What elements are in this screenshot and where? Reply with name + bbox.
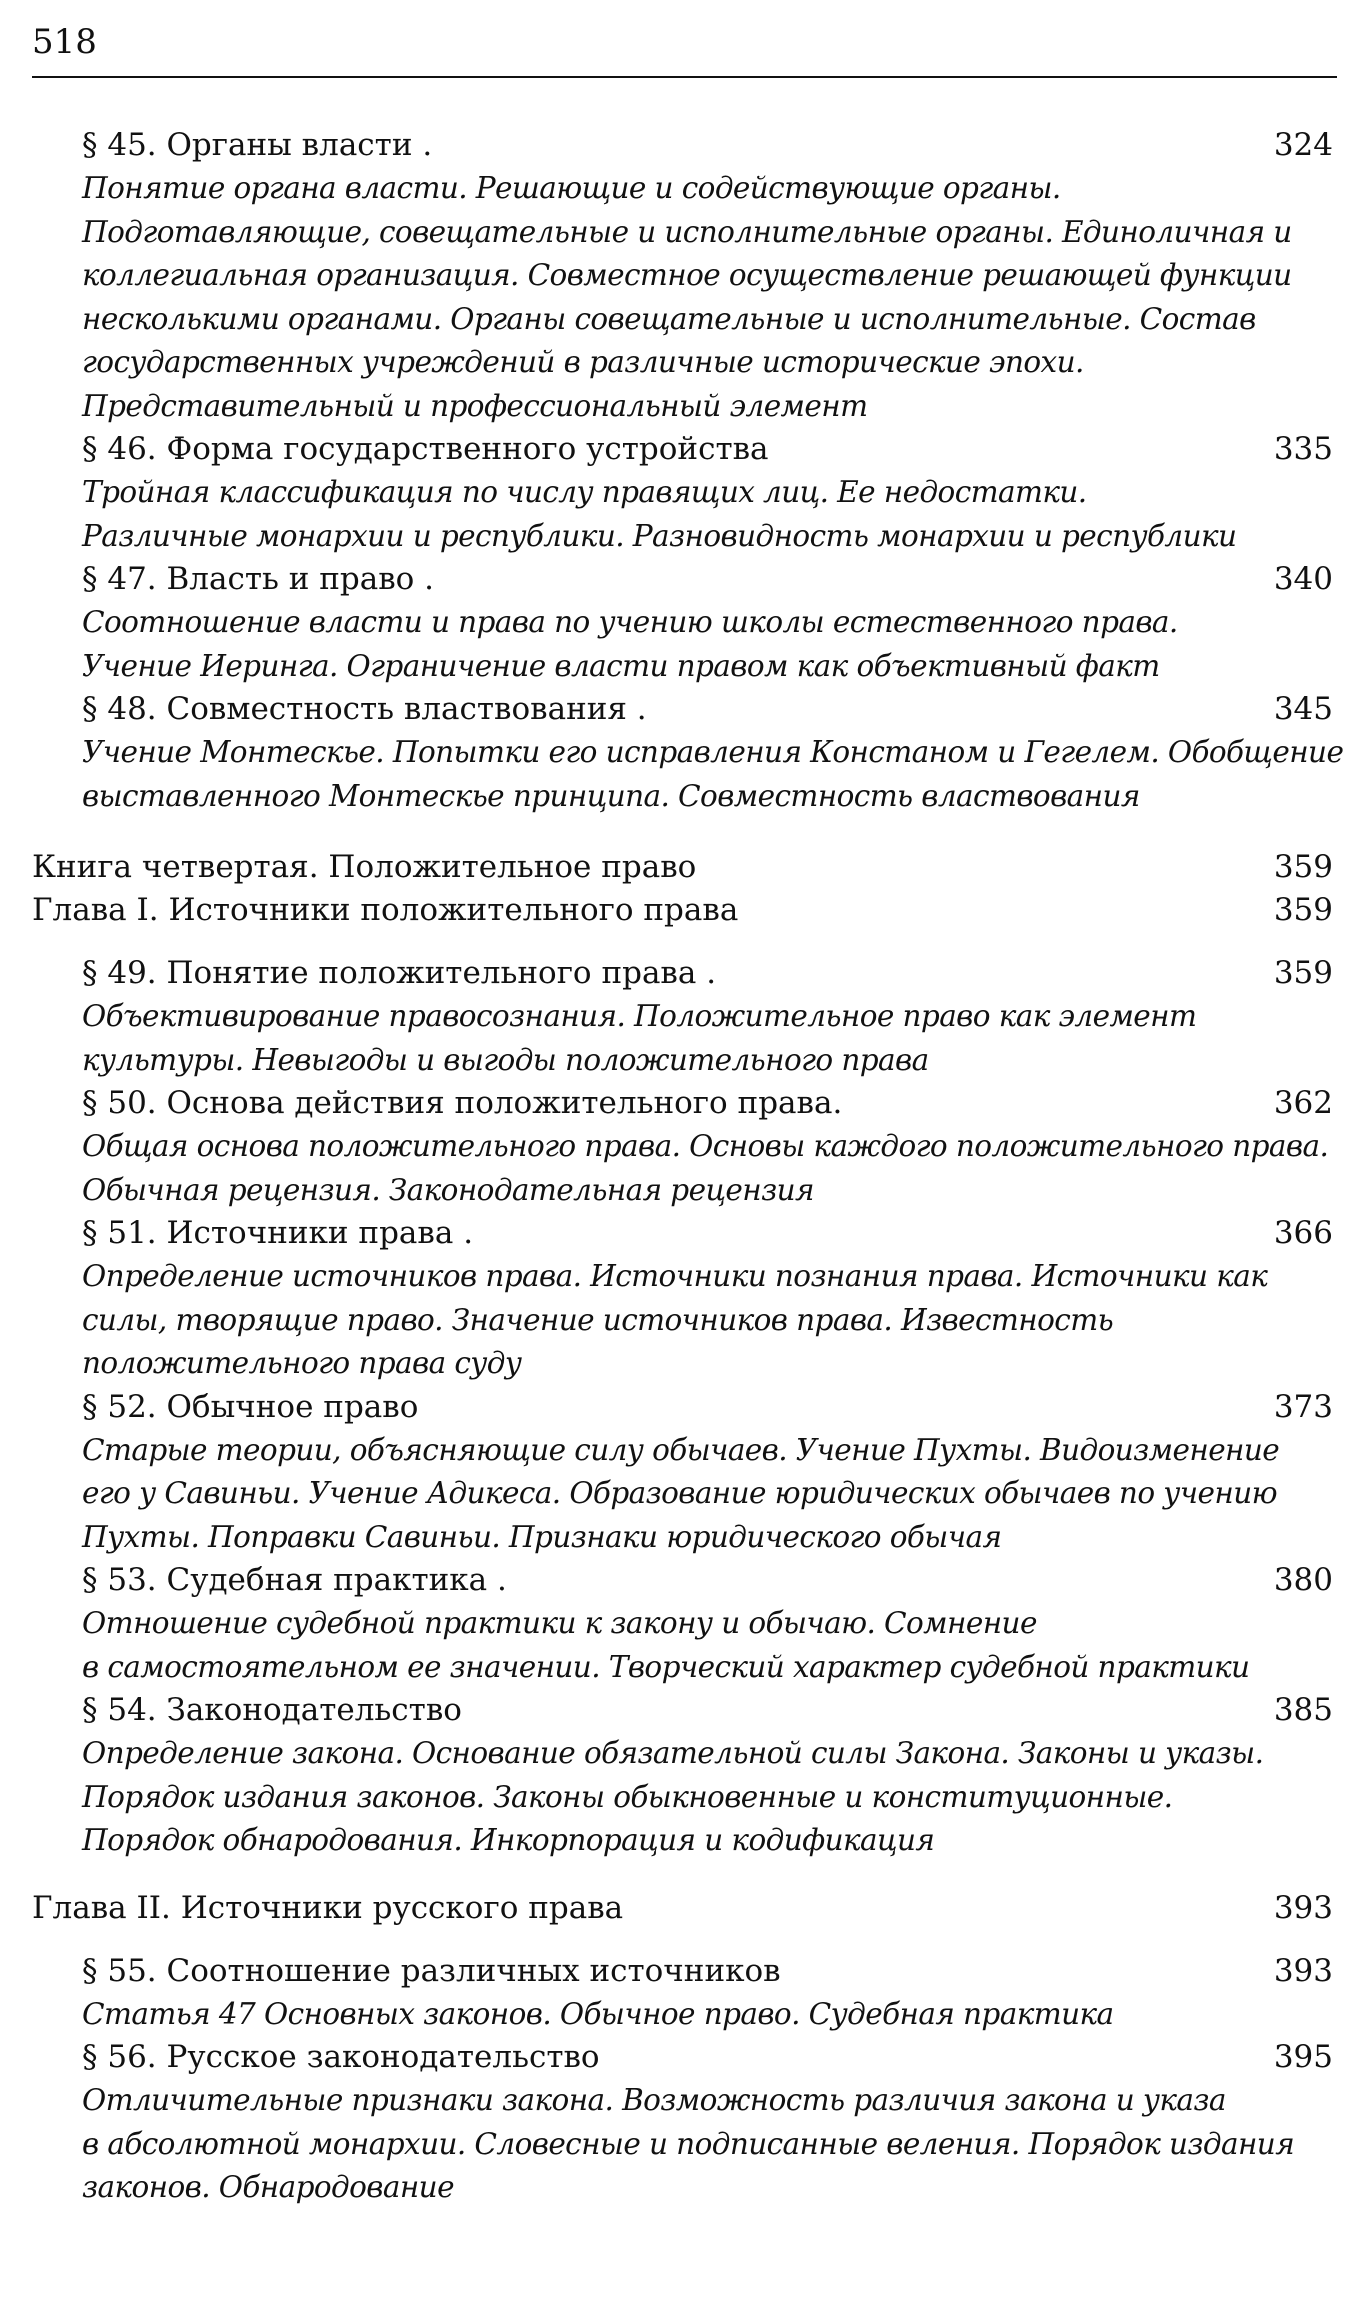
toc-entry-s45 xyxy=(0,124,1369,167)
entry-page: 373 xyxy=(1273,1388,1333,1425)
description-line: Тройная классификация по числу правящих лиц. Ее недостатки. xyxy=(82,475,1087,509)
entry-page: 335 xyxy=(1273,431,1333,467)
description-line: Порядок издания законов. Законы обыкновенные и конституционные. xyxy=(82,1779,1173,1814)
description-line: Общая основа положительного права. Основы каждого положительного права. xyxy=(82,1129,1329,1163)
entry-description-s56 xyxy=(0,2079,1369,2210)
header-rule xyxy=(32,76,1337,78)
toc-entry-s48 xyxy=(0,688,1369,731)
entry-page: 362 xyxy=(1273,1085,1333,1121)
description-line: в самостоятельном ее значении. Творческий характер судебной практики xyxy=(82,1649,1250,1684)
entry-title: § 55. Соотношение различных источников xyxy=(82,1952,781,1989)
entry-description-s50 xyxy=(0,1125,1369,1212)
entry-description-s49 xyxy=(0,995,1369,1082)
entry-page: 324 xyxy=(1273,127,1333,163)
entry-page: 366 xyxy=(1273,1215,1333,1251)
entry-title: § 46. Форма государственного устройства xyxy=(82,431,769,467)
entry-title: § 49. Понятие положительного права . xyxy=(82,955,717,991)
description-line: Различные монархии и республики. Разновидность монархии и республики xyxy=(82,518,1237,553)
chapter-page: 359 xyxy=(1273,892,1333,928)
toc-entry-s55 xyxy=(0,1950,1369,1993)
entry-description-s53 xyxy=(0,1602,1369,1689)
toc-entry-s52 xyxy=(0,1386,1369,1429)
entry-title: § 53. Судебная практика . xyxy=(82,1562,507,1598)
entry-title: § 47. Власть и право . xyxy=(82,561,435,597)
book-page: 359 xyxy=(1273,849,1333,885)
chapter-title: Глава II. Источники русского права xyxy=(32,1889,624,1926)
toc-entry-s56 xyxy=(0,2036,1369,2079)
entry-title: § 54. Законодательство xyxy=(82,1692,462,1728)
entry-description-s55 xyxy=(0,1993,1369,2037)
description-line: культуры. Невыгоды и выгоды положительного права xyxy=(82,1042,929,1077)
entry-page: 380 xyxy=(1273,1562,1333,1598)
entry-description-s45 xyxy=(0,167,1369,428)
description-line: Учение Иеринга. Ограничение власти правом как объективный факт xyxy=(82,648,1160,683)
entry-page: 393 xyxy=(1273,1952,1333,1989)
spacer xyxy=(0,818,1369,846)
description-line: государственных учреждений в различные исторические эпохи. xyxy=(82,345,1084,379)
description-line: коллегиальная организация. Совместное осуществление решающей функции xyxy=(82,258,1292,292)
book-title: Книга четвертая. Положительное право xyxy=(32,849,697,885)
toc-entry-s49 xyxy=(0,952,1369,995)
toc-entry-s47 xyxy=(0,558,1369,601)
entry-page: 340 xyxy=(1273,561,1333,597)
description-line: Определение закона. Основание обязательной силы Закона. Законы и указы. xyxy=(82,1736,1264,1770)
description-line: Определение источников права. Источники познания права. Источники как xyxy=(82,1259,1268,1293)
entry-title: § 50. Основа действия положительного права. xyxy=(82,1085,843,1121)
description-line: Обычная рецензия. Законодательная рецензия xyxy=(82,1172,814,1207)
description-line: Статья 47 Основных законов. Обычное право. Судебная практика xyxy=(82,1996,1114,2031)
entry-page: 359 xyxy=(1273,955,1333,991)
entry-description-s48 xyxy=(0,731,1369,818)
description-line: Пухты. Поправки Савиньи. Признаки юридического обычая xyxy=(82,1519,1002,1554)
description-line: несколькими органами. Органы совещательные и исполнительные. Состав xyxy=(82,301,1256,336)
page-number: 518 xyxy=(32,22,97,62)
spacer xyxy=(0,932,1369,952)
table-of-contents xyxy=(0,124,1369,2210)
entry-title: § 48. Совместность властвования . xyxy=(82,691,647,727)
description-line: в абсолютной монархии. Словесные и подписанные веления. Порядок издания xyxy=(82,2126,1295,2161)
entry-page: 395 xyxy=(1273,2039,1333,2075)
entry-description-s54 xyxy=(0,1732,1369,1863)
toc-chapter-1 xyxy=(0,889,1369,932)
description-line: выставленного Монтескье принципа. Совместность властвования xyxy=(82,778,1140,813)
toc-entry-s54 xyxy=(0,1689,1369,1732)
description-line: Учение Монтескье. Попытки его исправления Констаном и Гегелем. Обобщение xyxy=(82,735,1344,769)
entry-page: 385 xyxy=(1273,1692,1333,1728)
entry-description-s52 xyxy=(0,1429,1369,1560)
toc-entry-s53 xyxy=(0,1559,1369,1602)
entry-title: § 51. Источники права . xyxy=(82,1215,474,1251)
description-line: положительного права суду xyxy=(82,1346,522,1380)
entry-description-s51 xyxy=(0,1255,1369,1386)
description-line: Отношение судебной практики к закону и обычаю. Сомнение xyxy=(82,1606,1037,1640)
description-line: законов. Обнародование xyxy=(82,2170,454,2204)
description-line: силы, творящие право. Значение источников права. Известность xyxy=(82,1302,1114,1337)
toc-entry-s46 xyxy=(0,428,1369,471)
entry-page: 345 xyxy=(1273,691,1333,727)
chapter-page: 393 xyxy=(1273,1889,1333,1926)
entry-description-s46 xyxy=(0,471,1369,558)
spacer xyxy=(0,1863,1369,1887)
description-line: Соотношение власти и права по учению школы естественного права. xyxy=(82,605,1178,639)
description-line: Подготавляющие, совещательные и исполнительные органы. Единоличная и xyxy=(82,214,1292,249)
description-line: Отличительные признаки закона. Возможность различия закона и указа xyxy=(82,2083,1226,2117)
entry-title: § 56. Русское законодательство xyxy=(82,2039,600,2075)
toc-entry-s50 xyxy=(0,1082,1369,1125)
toc-book-4 xyxy=(0,846,1369,889)
chapter-title: Глава I. Источники положительного права xyxy=(32,892,739,928)
description-line: Старые теории, объясняющие силу обычаев. Учение Пухты. Видоизменение xyxy=(82,1432,1280,1467)
description-line: Объективирование правосознания. Положительное право как элемент xyxy=(82,999,1197,1033)
description-line: его у Савиньи. Учение Адикеса. Образование юридических обычаев по учению xyxy=(82,1476,1277,1510)
description-line: Представительный и профессиональный элемент xyxy=(82,388,868,423)
toc-chapter-2 xyxy=(0,1887,1369,1930)
entry-title: § 45. Органы власти . xyxy=(82,127,433,163)
spacer xyxy=(0,1930,1369,1950)
entry-title: § 52. Обычное право xyxy=(82,1388,419,1425)
entry-description-s47 xyxy=(0,601,1369,688)
description-line: Порядок обнародования. Инкорпорация и кодификация xyxy=(82,1823,935,1857)
description-line: Понятие органа власти. Решающие и содействующие органы. xyxy=(82,171,1061,205)
toc-entry-s51 xyxy=(0,1212,1369,1255)
